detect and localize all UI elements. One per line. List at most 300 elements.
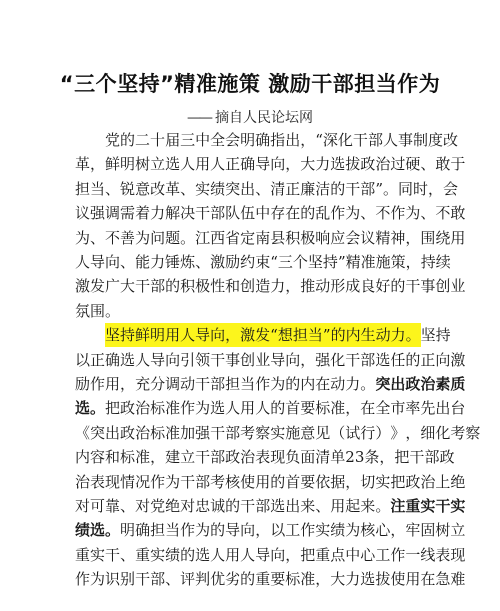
body-char: 定 xyxy=(240,228,256,247)
body-char: 为 xyxy=(90,570,106,589)
body-char: 炼 xyxy=(180,253,196,271)
highlighted-char: 明 xyxy=(150,323,165,347)
body-char: 上 xyxy=(435,472,451,491)
body-char: 导 xyxy=(255,545,271,564)
body-char: 立 xyxy=(450,521,466,540)
body-char: 实 xyxy=(375,472,391,491)
bold-char: 出 xyxy=(390,375,406,393)
body-char: 大 xyxy=(330,570,346,589)
body-char: 重 xyxy=(315,545,331,564)
body-char: 选 xyxy=(360,570,376,589)
body-line xyxy=(75,177,459,201)
body-char: 在 xyxy=(360,399,376,418)
body-char: 部 xyxy=(255,497,271,515)
body-char: 来 xyxy=(300,497,316,515)
body-char: 表 xyxy=(435,545,451,564)
body-char: 续 xyxy=(435,253,451,271)
body-char: 约 xyxy=(240,253,256,271)
body-char: 过 xyxy=(390,155,406,174)
body-char: 和 xyxy=(225,277,241,296)
body-char: ， xyxy=(285,155,301,174)
body-char: 明 xyxy=(120,521,136,540)
body-char: ， xyxy=(300,131,316,149)
body-char: 力 xyxy=(345,570,361,589)
body-char: 施 xyxy=(285,423,301,442)
body-char: 部 xyxy=(225,423,241,442)
body-char: 作 xyxy=(180,521,196,540)
highlighted-char: ” xyxy=(323,323,331,347)
body-char: 全 xyxy=(210,131,226,149)
body-char: 干 xyxy=(210,423,226,442)
source-dash: —— xyxy=(187,110,211,126)
body-char: 导 xyxy=(90,253,106,271)
body-char: 充 xyxy=(135,375,151,393)
body-char: 考 xyxy=(210,472,226,491)
body-char: ， xyxy=(379,448,395,467)
body-line xyxy=(75,470,466,494)
body-char: 存 xyxy=(270,204,286,223)
body-char: 标 xyxy=(285,570,301,589)
body-char: ， xyxy=(345,472,361,491)
body-char: 别 xyxy=(120,570,136,589)
body-char: 立 xyxy=(150,155,166,174)
body-char: 的 xyxy=(210,521,226,540)
body-char: 向 xyxy=(270,155,286,174)
body-char: 的 xyxy=(405,350,421,369)
body-char: 重 xyxy=(75,545,91,564)
body-char: 干 xyxy=(409,448,425,467)
body-line xyxy=(75,543,466,567)
body-char: 察 xyxy=(465,423,481,442)
source-name: 摘自人民论坛网 xyxy=(215,110,313,126)
body-char: 突 xyxy=(225,179,241,198)
body-char: 当 xyxy=(165,521,181,540)
body-char: 的 xyxy=(300,204,316,223)
body-char: ， xyxy=(405,423,421,442)
highlighted-char: “ xyxy=(270,323,278,347)
body-char: 政 xyxy=(120,399,136,418)
body-char: 突 xyxy=(90,423,106,442)
body-char: 氛 xyxy=(75,301,91,320)
highlighted-char: 的 xyxy=(331,323,346,347)
body-char: 善 xyxy=(120,228,136,247)
body-char: 导 xyxy=(255,155,271,174)
bold-char: 。 xyxy=(90,399,106,418)
body-char: 选 xyxy=(165,155,181,174)
body-char: 向 xyxy=(270,545,286,564)
body-char: “ xyxy=(315,131,323,149)
body-char: 。 xyxy=(360,375,376,393)
highlighted-char: 内 xyxy=(346,323,361,347)
body-char: 要 xyxy=(300,472,316,491)
body-char: 同 xyxy=(398,179,414,198)
body-char: 实 xyxy=(150,545,166,564)
body-line xyxy=(75,445,455,469)
body-char: 力 xyxy=(150,204,166,223)
body-char: 优 xyxy=(210,570,226,589)
body-char: 的 xyxy=(120,131,136,149)
body-char: 选 xyxy=(330,155,346,174)
body-char: 、 xyxy=(120,545,136,564)
body-char: 考 xyxy=(450,423,466,442)
body-char: 成 xyxy=(345,277,361,296)
body-char: 精 xyxy=(375,228,391,247)
body-char: 中 xyxy=(345,545,361,564)
body-char: 指 xyxy=(270,131,286,149)
body-char: 激 xyxy=(450,350,466,369)
body-char: 担 xyxy=(150,521,166,540)
body-char: ， xyxy=(285,545,301,564)
body-char: 个 xyxy=(292,253,308,271)
body-char: 以 xyxy=(270,521,286,540)
body-char: 诚 xyxy=(210,497,226,515)
bold-char: 重 xyxy=(405,497,421,515)
body-char: 拔 xyxy=(345,155,361,174)
body-char: 、 xyxy=(420,155,436,174)
body-char: 对 xyxy=(75,497,91,515)
body-char: 为 xyxy=(405,204,421,223)
body-char: 不 xyxy=(105,228,121,247)
body-char: 。 xyxy=(375,497,391,515)
highlighted-char: ， xyxy=(225,323,240,347)
body-char: 部 xyxy=(150,277,166,296)
body-char: 重 xyxy=(255,570,271,589)
body-char: 作 xyxy=(75,570,91,589)
bold-char: 绩 xyxy=(75,521,91,540)
body-char: 的 xyxy=(270,399,286,418)
body-char: 围 xyxy=(90,301,106,320)
body-char: 线 xyxy=(420,545,436,564)
bold-char: 。 xyxy=(105,521,121,540)
highlighted-char: 导 xyxy=(195,323,210,347)
body-char: 、 xyxy=(90,228,106,247)
body-char: 意 xyxy=(300,423,316,442)
body-char: 点 xyxy=(330,545,346,564)
body-line xyxy=(75,494,466,518)
body-char: 度 xyxy=(428,131,444,149)
highlighted-char: 生 xyxy=(361,323,376,347)
body-char: 以 xyxy=(75,350,91,369)
body-char: 中 xyxy=(255,204,271,223)
body-char: 向 xyxy=(240,521,256,540)
body-char: 创 xyxy=(240,277,256,296)
highlighted-char: 当 xyxy=(308,323,323,347)
body-char: 《 xyxy=(75,423,91,442)
body-char: 重 xyxy=(135,545,151,564)
body-char: 省 xyxy=(225,228,241,247)
body-char: 出 xyxy=(285,497,301,515)
highlighted-char: 坚 xyxy=(105,323,120,347)
body-char: 先 xyxy=(420,399,436,418)
bold-char: 选 xyxy=(75,399,91,418)
body-char: 造 xyxy=(255,277,271,296)
body-char: 市 xyxy=(390,399,406,418)
body-char: 绝 xyxy=(450,472,466,491)
body-char: 中 xyxy=(195,131,211,149)
body-char: 敢 xyxy=(450,204,466,223)
body-char: 神 xyxy=(390,228,406,247)
body-char: 创 xyxy=(240,350,256,369)
body-line xyxy=(75,152,466,176)
body-char: 正 xyxy=(285,179,301,198)
body-line xyxy=(105,323,451,347)
body-char: 用 xyxy=(330,497,346,515)
body-char: 选 xyxy=(270,497,286,515)
body-char: 起 xyxy=(345,497,361,515)
body-char: 选 xyxy=(195,545,211,564)
body-char: 业 xyxy=(255,350,271,369)
body-char: 事 xyxy=(225,350,241,369)
body-char: 能 xyxy=(135,253,151,271)
body-char: 调 xyxy=(105,204,121,223)
bold-char: 注 xyxy=(390,497,406,515)
body-char: 要 xyxy=(300,399,316,418)
body-char: 现 xyxy=(270,448,286,467)
body-char: 干 xyxy=(195,448,211,467)
body-line xyxy=(75,421,481,445)
highlighted-char: 用 xyxy=(165,323,180,347)
body-char: 人 xyxy=(180,155,196,174)
body-char: 不 xyxy=(375,204,391,223)
body-char: 激 xyxy=(75,277,91,296)
body-char: 3 xyxy=(354,448,365,467)
body-char: 心 xyxy=(360,545,376,564)
body-char: ， xyxy=(405,253,421,271)
body-char: 坚 xyxy=(420,326,436,345)
body-char: 事 xyxy=(397,131,413,149)
body-char: 改 xyxy=(150,179,166,198)
highlighted-char: 想 xyxy=(278,323,293,347)
body-char: 切 xyxy=(360,472,376,491)
body-char: 锤 xyxy=(165,253,181,271)
body-char: 改 xyxy=(443,131,459,149)
body-char: 况 xyxy=(135,472,151,491)
body-line xyxy=(75,274,466,298)
body-char: 实 xyxy=(90,545,106,564)
body-char: 绩 xyxy=(330,521,346,540)
body-char: 革 xyxy=(75,155,91,174)
body-char: 为 xyxy=(345,521,361,540)
body-char: 强 xyxy=(195,423,211,442)
body-char: 评 xyxy=(180,570,196,589)
body-char: 来 xyxy=(360,497,376,515)
body-char: 议 xyxy=(360,228,376,247)
body-char: 对 xyxy=(180,497,196,515)
body-char: 部 xyxy=(210,375,226,393)
body-char: 持 xyxy=(420,253,436,271)
bold-char: 选 xyxy=(90,521,106,540)
body-char: 硬 xyxy=(405,155,421,174)
body-char: ， xyxy=(120,375,136,393)
body-char: 容 xyxy=(90,448,106,467)
body-line xyxy=(75,201,466,225)
body-char: 试 xyxy=(345,423,361,442)
body-char: 、 xyxy=(165,570,181,589)
body-char: 表 xyxy=(90,472,106,491)
body-char: 干 xyxy=(240,497,256,515)
body-char: 分 xyxy=(150,375,166,393)
highlighted-char: 。 xyxy=(406,323,421,347)
body-line xyxy=(75,518,466,542)
body-char: 的 xyxy=(180,545,196,564)
body-char: 南 xyxy=(255,228,271,247)
body-char: 出 xyxy=(240,179,256,198)
body-char: 依 xyxy=(315,472,331,491)
body-char: 激 xyxy=(210,253,226,271)
body-char: 在 xyxy=(285,204,301,223)
body-char: 坚 xyxy=(307,253,323,271)
body-char: 》 xyxy=(390,423,406,442)
body-char: 力 xyxy=(150,253,166,271)
body-char: 治 xyxy=(135,423,151,442)
body-char: 准 xyxy=(360,253,376,271)
body-char: 力 xyxy=(315,155,331,174)
body-char: 人 xyxy=(135,350,151,369)
body-char: 固 xyxy=(420,521,436,540)
body-char: 的 xyxy=(225,497,241,515)
body-char: 调 xyxy=(165,375,181,393)
body-char: 使 xyxy=(390,570,406,589)
body-char: 干 xyxy=(345,350,361,369)
body-char: 力 xyxy=(270,277,286,296)
body-char: （ xyxy=(330,423,346,442)
body-char: 把 xyxy=(390,472,406,491)
body-char: 持 xyxy=(435,326,451,345)
body-char: 实 xyxy=(315,521,331,540)
body-char: 政 xyxy=(120,423,136,442)
body-char: 干 xyxy=(352,131,368,149)
body-char: 人 xyxy=(240,545,256,564)
body-char: 准 xyxy=(135,448,151,467)
body-char: 伍 xyxy=(240,204,256,223)
body-char: 的 xyxy=(330,179,346,198)
body-char: 。 xyxy=(180,228,196,247)
body-char: 十 xyxy=(150,131,166,149)
body-char: 作 xyxy=(390,204,406,223)
body-char: 干 xyxy=(345,179,361,198)
body-char: 会 xyxy=(225,131,241,149)
body-char: 治 xyxy=(135,399,151,418)
body-char: 担 xyxy=(225,375,241,393)
body-char: 绝 xyxy=(165,497,181,515)
body-char: 细 xyxy=(420,423,436,442)
body-char: 要 xyxy=(270,570,286,589)
body-char: 任 xyxy=(390,350,406,369)
body-char: 2 xyxy=(345,448,355,467)
body-char: 化 xyxy=(435,423,451,442)
highlighted-char: 动 xyxy=(376,323,391,347)
body-char: 动 xyxy=(330,375,346,393)
body-char: 人 xyxy=(210,155,226,174)
body-char: 选 xyxy=(120,350,136,369)
body-char: 把 xyxy=(394,448,410,467)
body-char: 负 xyxy=(285,448,301,467)
bold-char: 素 xyxy=(435,375,451,393)
body-char: 确 xyxy=(135,521,151,540)
body-char: 治 xyxy=(420,472,436,491)
body-char: 作 xyxy=(330,204,346,223)
body-char: 动 xyxy=(180,375,196,393)
body-char: 敢 xyxy=(435,155,451,174)
body-char: 为 xyxy=(75,228,91,247)
body-char: 、 xyxy=(120,253,136,271)
body-char: 发 xyxy=(90,277,106,296)
body-char: 部 xyxy=(367,131,383,149)
body-char: 作 xyxy=(300,521,316,540)
body-char: 察 xyxy=(255,423,271,442)
body-char: 核 xyxy=(360,521,376,540)
body-char: 为 xyxy=(195,521,211,540)
body-char: 。 xyxy=(105,301,121,320)
article-source xyxy=(0,107,500,127)
body-char: 廉 xyxy=(300,179,316,198)
body-char: 题 xyxy=(165,228,181,247)
body-char: 政 xyxy=(439,448,455,467)
body-char: 首 xyxy=(285,399,301,418)
highlighted-char: 担 xyxy=(293,323,308,347)
body-char: 现 xyxy=(105,472,121,491)
body-char: 的 xyxy=(240,570,256,589)
body-char: 用 xyxy=(195,155,211,174)
body-char: 队 xyxy=(225,204,241,223)
body-char: 乱 xyxy=(315,204,331,223)
body-char: 准 xyxy=(165,399,181,418)
body-char: 干 xyxy=(195,204,211,223)
body-char: 极 xyxy=(195,277,211,296)
body-char: 业 xyxy=(450,277,466,296)
body-char: 绩 xyxy=(210,179,226,198)
body-char: 人 xyxy=(210,545,226,564)
body-char: 用 xyxy=(105,375,121,393)
body-char: 清 xyxy=(315,448,331,467)
body-char: 忠 xyxy=(195,497,211,515)
body-char: 用 xyxy=(405,570,421,589)
body-char: 确 xyxy=(240,155,256,174)
body-char: 创 xyxy=(435,277,451,296)
body-char: 树 xyxy=(135,155,151,174)
body-char: 治 xyxy=(240,448,256,467)
body-char: 干 xyxy=(135,570,151,589)
body-char: 难 xyxy=(450,570,466,589)
body-char: 强 xyxy=(315,350,331,369)
body-char: 导 xyxy=(270,350,286,369)
body-char: 向 xyxy=(105,253,121,271)
body-char: 现 xyxy=(450,545,466,564)
body-char: 为 xyxy=(165,472,181,491)
body-char: 大 xyxy=(300,155,316,174)
body-char: ， xyxy=(285,277,301,296)
body-char: 励 xyxy=(75,375,91,393)
body-char: 、 xyxy=(360,204,376,223)
body-char: 率 xyxy=(405,399,421,418)
body-char: 可 xyxy=(90,497,106,515)
bold-char: 突 xyxy=(375,375,391,393)
body-char: 对 xyxy=(135,497,151,515)
body-char: 的 xyxy=(390,277,406,296)
body-line xyxy=(75,372,466,396)
body-char: 确 xyxy=(255,131,271,149)
body-char: 革 xyxy=(165,179,181,198)
body-char: 工 xyxy=(285,521,301,540)
body-char: 明 xyxy=(120,155,136,174)
body-char: 洁 xyxy=(315,179,331,198)
body-char: 心 xyxy=(375,521,391,540)
body-char: 的 xyxy=(285,375,301,393)
body-char: 动 xyxy=(315,277,331,296)
body-char: 、 xyxy=(195,253,211,271)
body-char: 领 xyxy=(195,350,211,369)
body-char: “ xyxy=(270,253,278,271)
